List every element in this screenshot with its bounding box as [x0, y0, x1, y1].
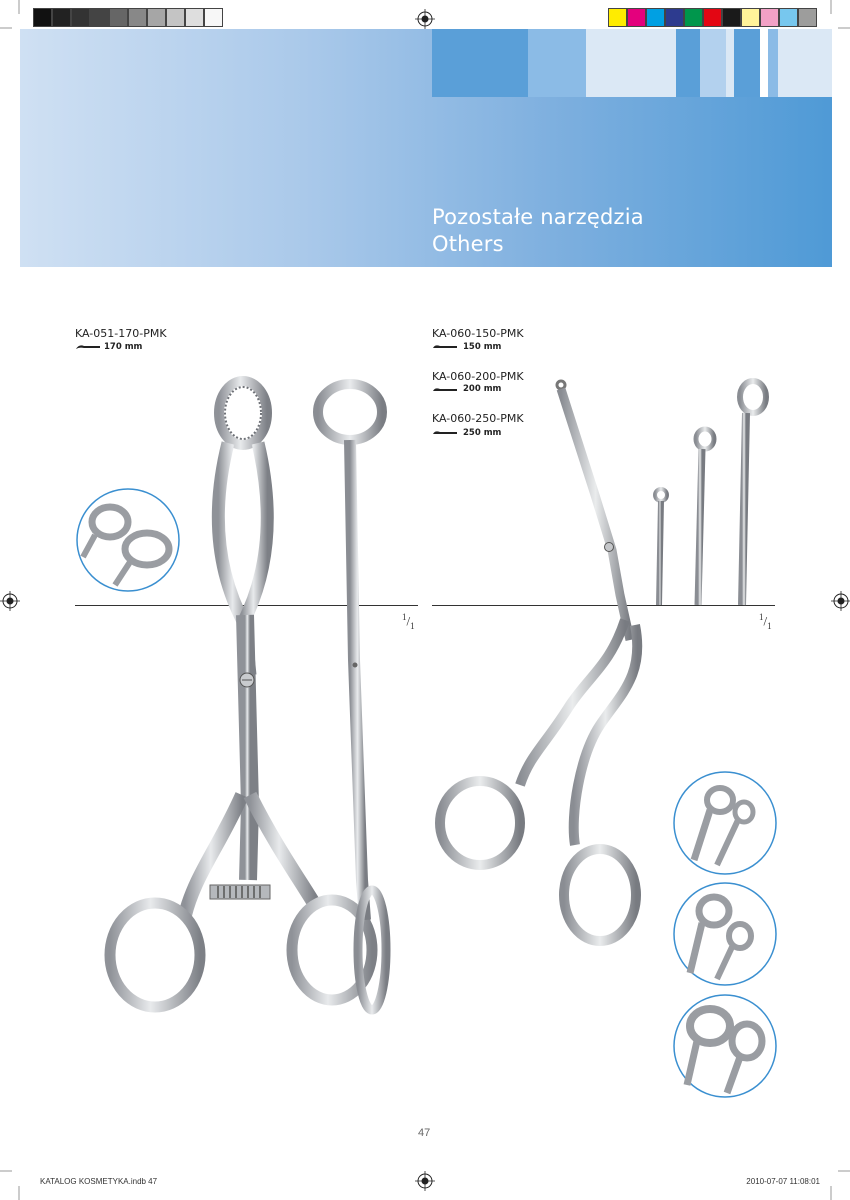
product-size: 200 mm	[463, 384, 502, 394]
banner-band	[768, 29, 778, 97]
scale-indicator: $^1/_1$	[759, 612, 772, 631]
detail-zoom-circle	[672, 770, 778, 876]
section-title-polish: Pozostałe narzędzia	[432, 205, 644, 229]
banner-band	[432, 29, 528, 97]
product-code: KA-051-170-PMK	[75, 327, 167, 340]
product-size: 170 mm	[104, 342, 143, 352]
banner-band	[586, 29, 676, 97]
banner-band	[700, 29, 726, 97]
product-code: KA-060-150-PMK	[432, 327, 524, 340]
footer-file-info: KATALOG KOSMETYKA.indb 47	[40, 1177, 158, 1186]
page-number: 47	[418, 1127, 431, 1139]
detail-zoom-circle	[672, 993, 778, 1099]
section-title-english: Others	[432, 232, 504, 256]
banner-band	[726, 29, 734, 97]
instrument-size-icon	[432, 343, 458, 351]
product-size: 250 mm	[463, 428, 502, 438]
detail-zoom-circle	[672, 881, 778, 987]
banner-band	[760, 29, 768, 97]
product-code: KA-060-200-PMK	[432, 370, 524, 383]
instrument-size-icon	[75, 343, 101, 351]
loop-extractors-illustration	[640, 375, 780, 610]
forceps-side-view-illustration	[310, 380, 410, 1020]
comedone-extractor-illustration	[430, 375, 660, 955]
banner-band	[676, 29, 700, 97]
banner-band	[528, 29, 586, 97]
scale-indicator: $^1/_1$	[402, 612, 415, 631]
header-banner	[20, 29, 832, 267]
product-code: KA-060-250-PMK	[432, 412, 524, 425]
detail-zoom-circle	[75, 487, 181, 593]
footer-timestamp: 2010-07-07 11:08:01	[746, 1177, 820, 1186]
banner-band	[778, 29, 832, 97]
product-size: 150 mm	[463, 342, 502, 352]
banner-band	[734, 29, 760, 97]
